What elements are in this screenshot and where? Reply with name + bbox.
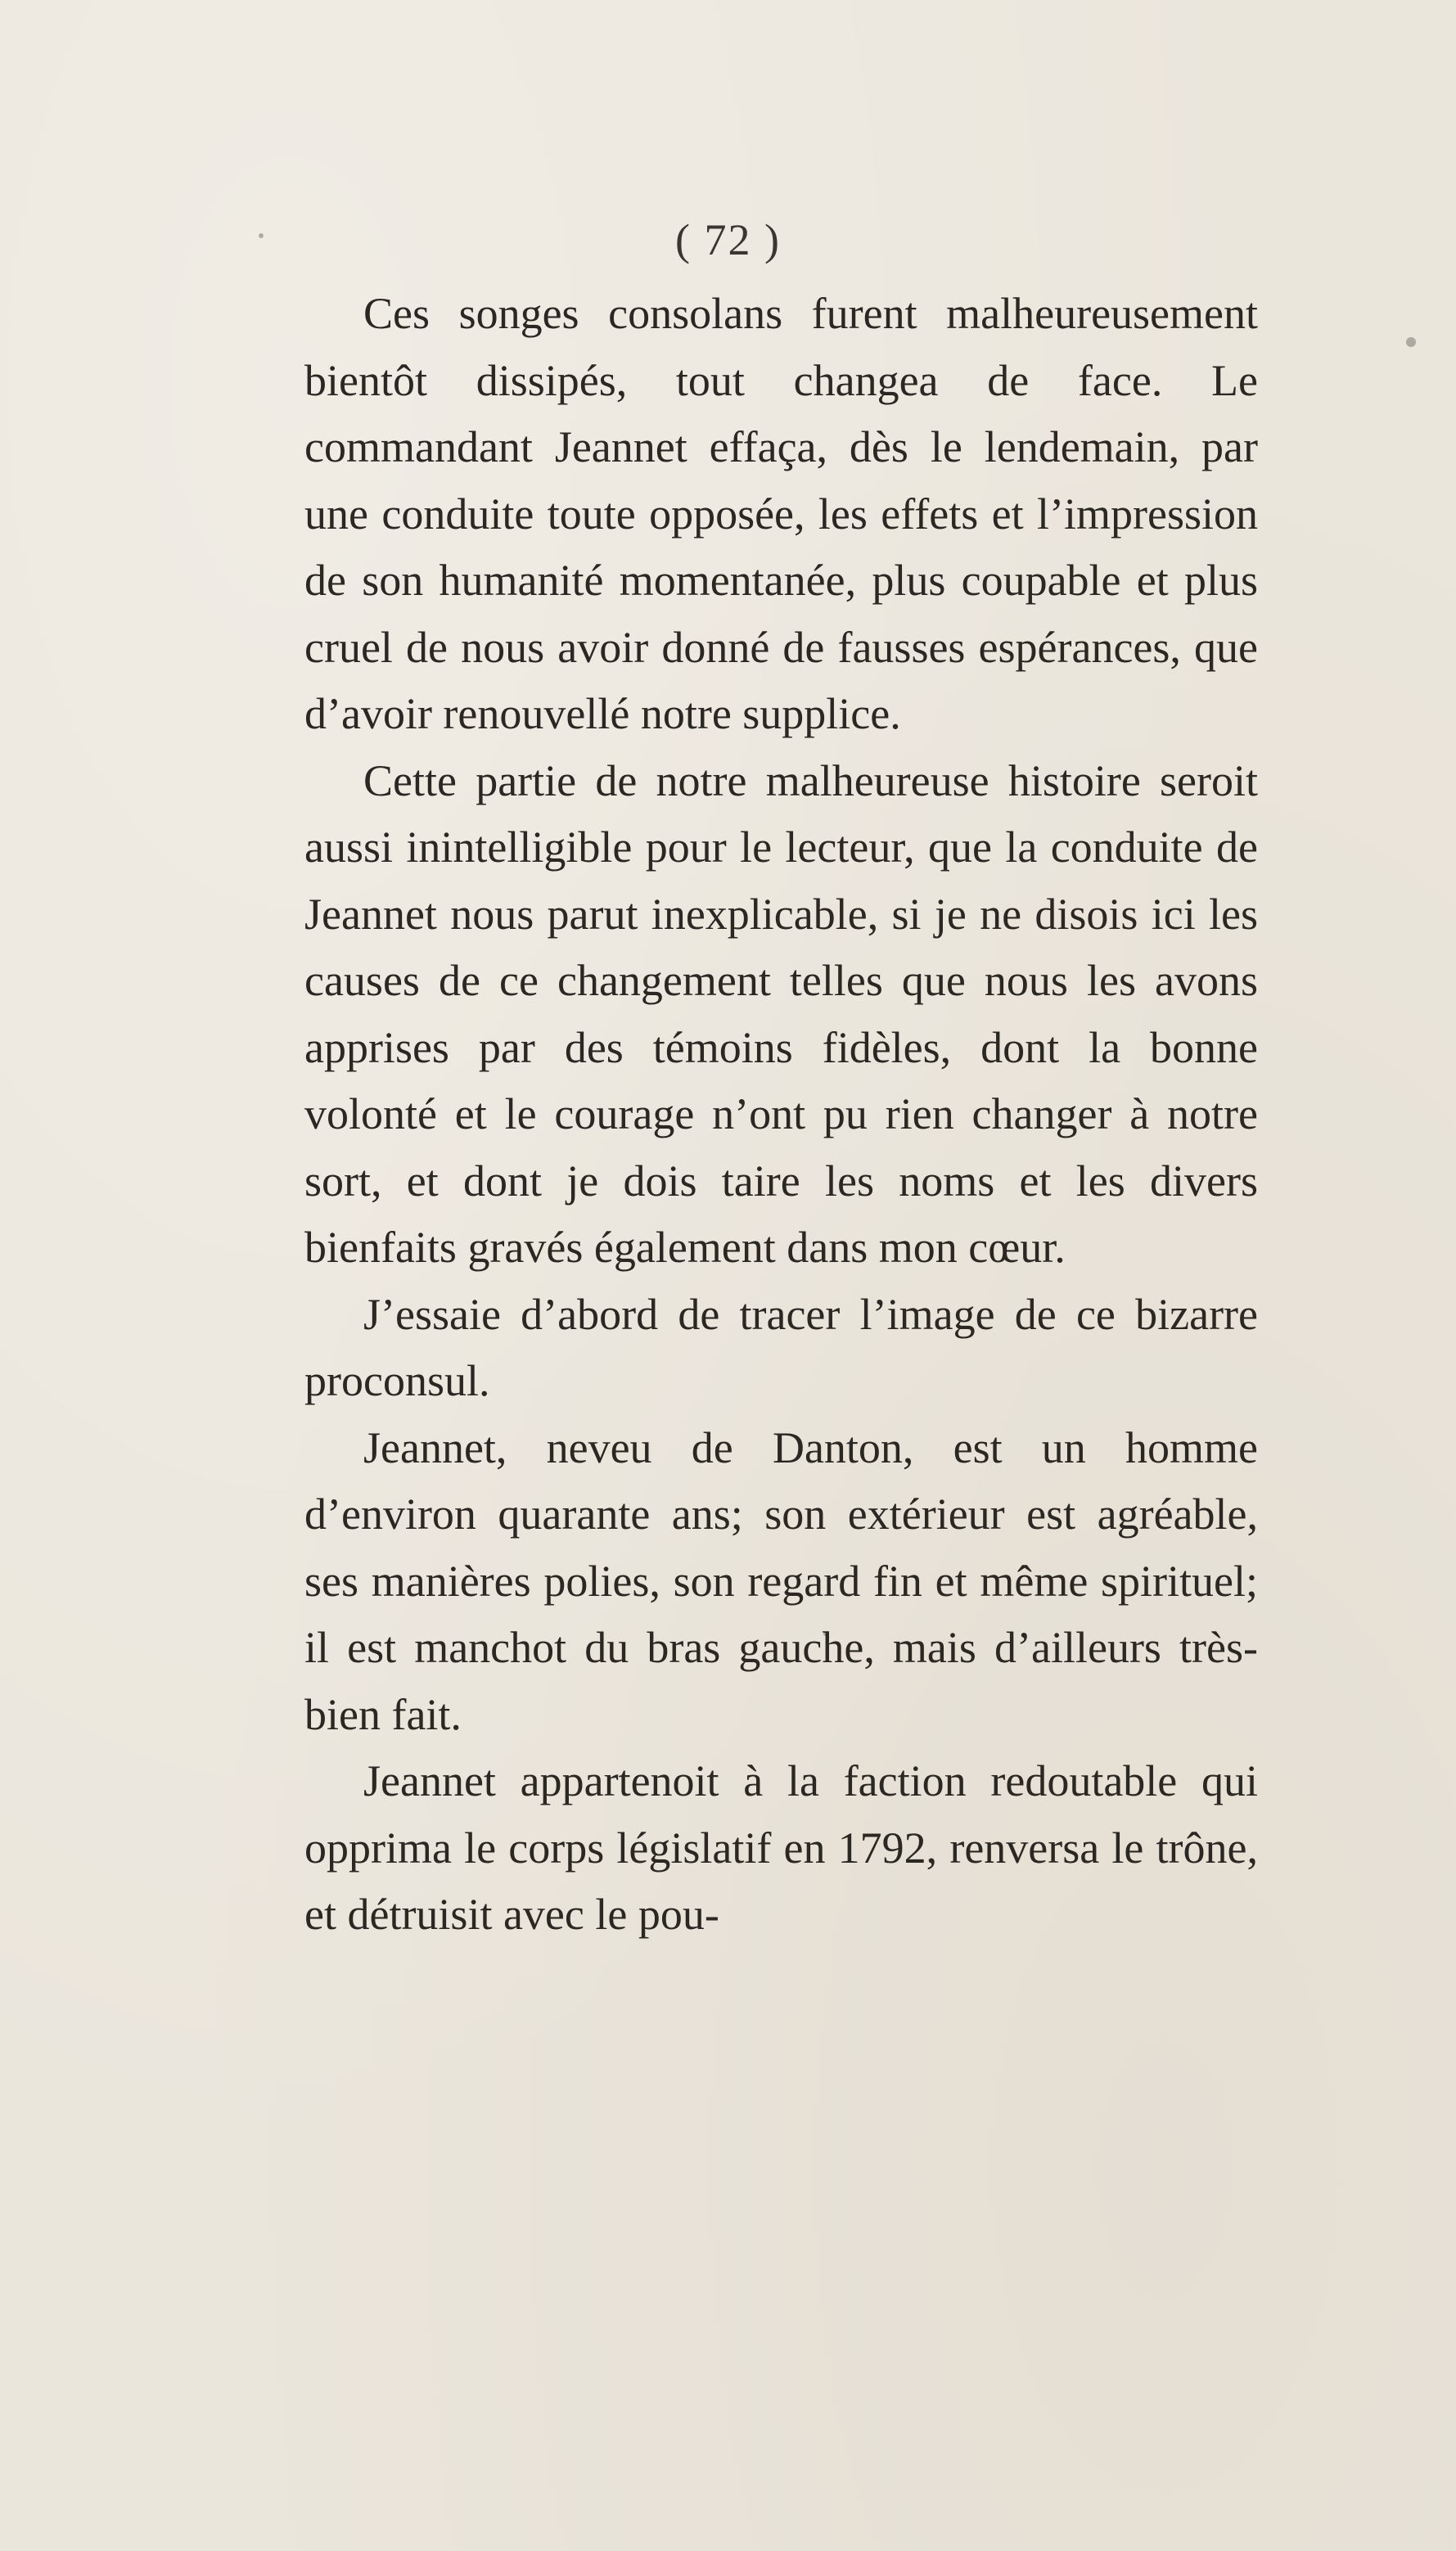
- paragraph: Cette partie de notre malheureuse histoire seroit aussi inintelligible pour le lecteur, que la conduite de Jeannet nous parut inexplicable, si je ne disois ici les causes de ce changement telles que nous les avons apprises par des témoins fidèles, dont la bonne volonté et le courage n’ont pu rien changer à notre sort, et dont je dois taire les noms et les divers bienfaits gravés également dans mon cœur.: [304, 755, 1258, 1272]
- paragraph: Ces songes consolans furent malheureusement bientôt dissipés, tout changea de face. Le commandant Jeannet effaça, dès le lendemain, par une conduite toute opposée, les effets et l’impression de son humanité momentanée, plus coupable et plus cruel de nous avoir donné de fausses espérances, que d’avoir renouvellé notre supplice.: [304, 289, 1258, 738]
- body-text: [304, 281, 1258, 1949]
- paragraph: Jeannet appartenoit à la faction redoutable qui opprima le corps législatif en 1792, renversa le trône, et détruisit avec le pou-: [304, 1756, 1258, 1939]
- page-number: ( 72 ): [675, 215, 781, 264]
- paragraph: Jeannet, neveu de Danton, est un homme d’environ quarante ans; son extérieur est agréable, ses manières polies, son regard fin et même spirituel; il est manchot du bras gauche, mais d’ailleurs très-bien fait.: [304, 1422, 1258, 1739]
- paragraph: J’essaie d’abord de tracer l’image de ce bizarre proconsul.: [304, 1289, 1258, 1405]
- ink-speck: [1406, 337, 1416, 347]
